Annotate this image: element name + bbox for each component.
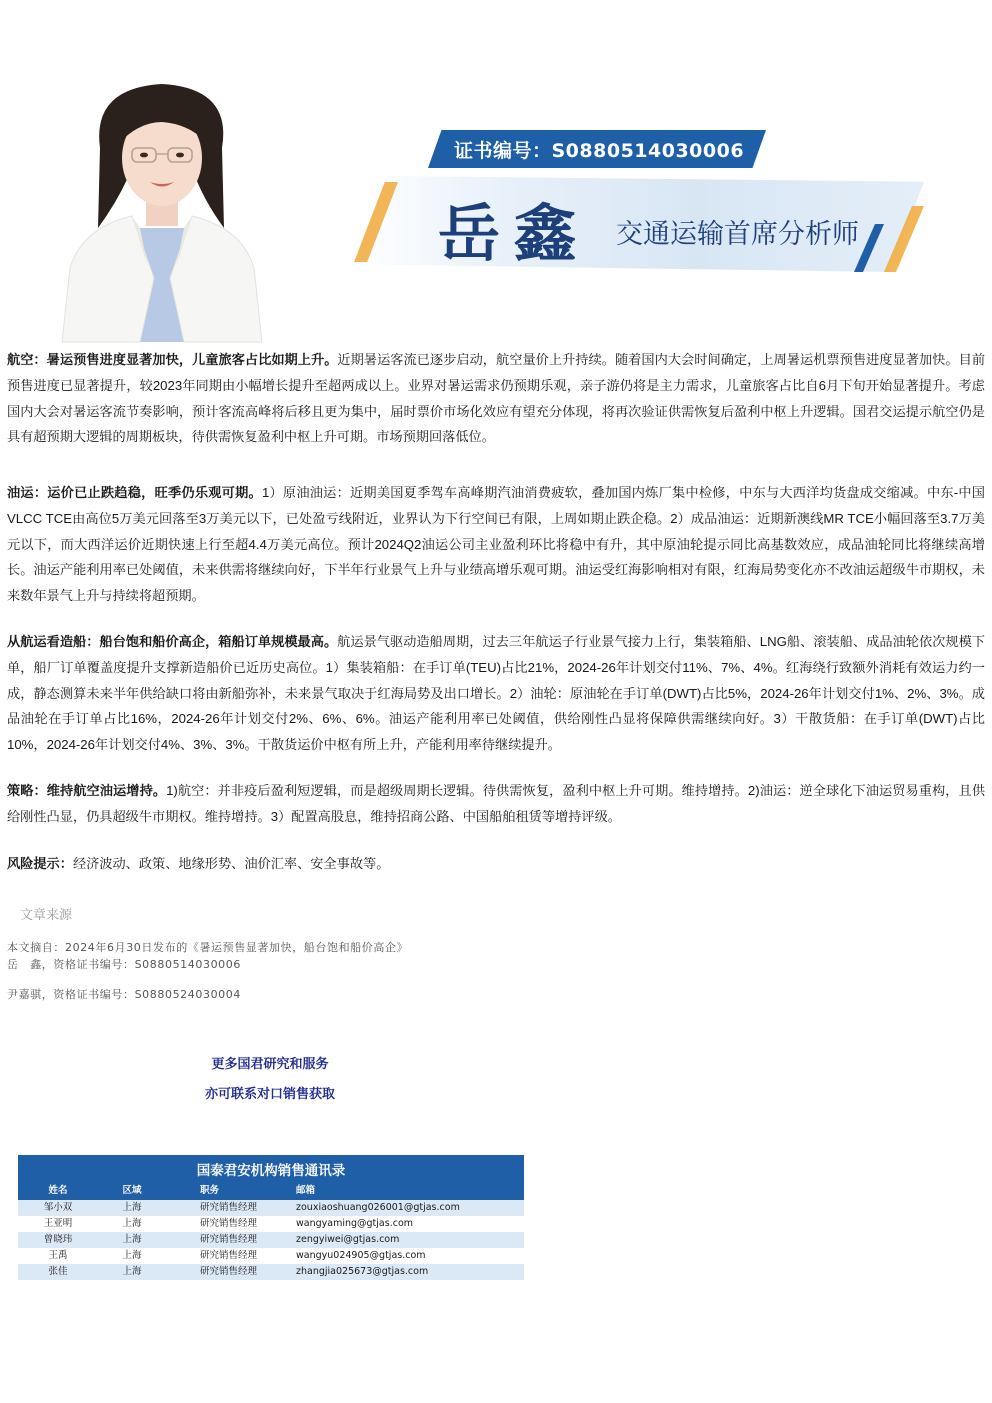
cell-position: 研究销售经理 — [200, 1218, 258, 1229]
cell-position: 研究销售经理 — [200, 1266, 258, 1277]
certificate-number: 证书编号：S0880514030006 — [454, 140, 745, 162]
section-risk — [7, 851, 985, 877]
section-body: 航运景气驱动造船周期，过去三年航运子行业景气接力上行，集装箱船、LNG船、滚装船、成品油轮依次规模下单，船厂订单覆盖度提升支撑新造船价已近历史高位。1）集装箱船：在手订单(TEU)占比21%，2024-26年计划交付11%、7%、4%。红海绕行致额外消耗有效运力约一成，静态测算未来半年供给缺口将由新船弥补，未来景气取决于红海局势及出口增长。2）油轮：原油轮在手订单(DWT)占比5%，2024-26年计划交付1%、2%、3%。成品油轮在手订单占比16%，2024-26年计划交付2%、6%、6%。油运产能利用率已处阈值，供给刚性凸显将保障供需继续向好。3）干散货船：在手订单(DWT)占比10%，2024-26年计划交付4%、3%、3%。干散货运价中枢有所上升，产能利用率待继续提升。 — [7, 634, 985, 753]
table-row — [18, 1248, 524, 1264]
cell-name: 张佳 — [48, 1266, 68, 1277]
cell-email[interactable]: zhangjia025673@gtjas.com — [296, 1266, 429, 1277]
section-strategy — [7, 778, 985, 830]
section-heading: 航空：暑运预售进度显著加快，儿童旅客占比如期上升。 — [7, 352, 338, 367]
analyst-banner — [0, 0, 992, 345]
cell-region: 上海 — [122, 1250, 142, 1261]
column-header-position: 职务 — [200, 1185, 220, 1196]
cell-email[interactable]: wangyu024905@gtjas.com — [296, 1250, 426, 1261]
section-aviation — [7, 347, 985, 450]
cell-email[interactable]: zengyiwei@gtjas.com — [296, 1234, 400, 1245]
cell-region: 上海 — [122, 1202, 142, 1213]
table-row — [18, 1216, 524, 1232]
contact-sales-link[interactable]: 亦可联系对口销售获取 — [204, 1087, 335, 1102]
cell-email[interactable]: zouxiaoshuang026001@gtjas.com — [296, 1202, 460, 1213]
analyst-name-panel — [354, 176, 924, 272]
cell-region: 上海 — [122, 1234, 142, 1245]
analyst-title: 交通运输首席分析师 — [616, 219, 859, 250]
table-row — [18, 1232, 524, 1248]
analyst-portrait — [62, 78, 262, 342]
cell-region: 上海 — [122, 1266, 142, 1277]
source-author-2: 尹嘉骐，资格证书编号：S0880524030004 — [7, 988, 241, 1001]
cell-position: 研究销售经理 — [200, 1250, 258, 1261]
cell-name: 邹小双 — [43, 1202, 73, 1213]
sales-contact-table — [18, 1155, 524, 1277]
section-heading: 从航运看造船：船台饱和船价高企，箱船订单规模最高。 — [7, 634, 338, 649]
table-row — [18, 1264, 524, 1280]
cell-position: 研究销售经理 — [200, 1202, 258, 1213]
certificate-number-bar — [428, 130, 766, 168]
analyst-name: 岳鑫 — [438, 197, 591, 270]
section-heading: 油运：运价已止跌趋稳，旺季仍乐观可期。 — [7, 485, 262, 500]
section-body: 1)航空：并非疫后盈利短逻辑，而是超级周期长逻辑。待供需恢复，盈利中枢上升可期。维持增持。2)油运：逆全球化下油运贸易重构，且供给刚性凸显，仍具超级牛市期权。维持增持。3）配置高股息，维持招商公路、中国船舶租赁等增持评级。 — [7, 783, 986, 824]
section-body: 1）原油油运：近期美国夏季驾车高峰期汽油消费疲软，叠加国内炼厂集中检修，中东与大西洋均货盘成交缩减。中东-中国VLCC TCE由高位5万美元回落至3万美元以下，已处盈亏线附近，业界认为下行空间已有限，上周如期止跌企稳。2）成品油运：近期新澳线MR TCE小幅回落至3.7万美元以下，而大西洋运价近期快速上行至超4.4万美元高位。预计2024Q2油运公司主业盈利环比将稳中有升，其中原油轮提示同比高基数效应，成品油轮同比将继续高增长。油运产能利用率已处阈值，未来供需将继续向好，下半年行业景气上升与业绩高增乐观可期。油运受红海影响相对有限，红海局势变化亦不改油运超级牛市期权，未来数年景气上升与持续将超预期。 — [7, 485, 985, 604]
source-title: 文章来源 — [20, 908, 73, 923]
section-heading: 风险提示： — [7, 856, 73, 871]
section-body: 经济波动、政策、地缘形势、油价汇率、安全事故等。 — [72, 856, 390, 871]
section-heading: 策略：维持航空油运增持。 — [7, 783, 167, 798]
table-body — [18, 1200, 524, 1280]
source-author-1: 岳 鑫，资格证书编号：S0880514030006 — [7, 958, 241, 971]
cell-name: 王亚明 — [43, 1218, 73, 1229]
column-header-name: 姓名 — [48, 1185, 68, 1196]
cell-name: 曾晓玮 — [43, 1234, 73, 1245]
cell-email[interactable]: wangyaming@gtjas.com — [296, 1218, 414, 1229]
column-header-email: 邮箱 — [296, 1185, 316, 1196]
cell-position: 研究销售经理 — [200, 1234, 258, 1245]
table-header — [18, 1155, 524, 1200]
section-shipbuilding — [7, 629, 985, 758]
column-header-region: 区域 — [122, 1185, 142, 1196]
table-column-headers — [18, 1183, 524, 1199]
section-body: 近期暑运客流已逐步启动，航空量价上升持续。随着国内大会时间确定，上周暑运机票预售进度显著加快。目前预售进度已显著提升，较2023年同期由小幅增长提升至超两成以上。业界对暑运需求仍预期乐观，亲子游仍将是主力需求，儿童旅客占比自6月下旬开始显著提升。考虑国内大会对暑运客流节奏影响，预计客流高峰将后移且更为集中，届时票价市场化效应有望充分体现，将再次验证供需恢复后盈利中枢上升逻辑。国君交运提示航空仍是具有超预期大逻辑的周期板块，待供需恢复盈利中枢上升可期。市场预期回落低位。 — [7, 352, 986, 445]
table-title: 国泰君安机构销售通讯录 — [196, 1163, 346, 1179]
cell-name: 王禹 — [48, 1250, 68, 1261]
section-oil-shipping — [7, 480, 985, 609]
table-row — [18, 1200, 524, 1216]
cell-region: 上海 — [122, 1218, 142, 1229]
source-excerpt: 本文摘自：2024年6月30日发布的《暑运预售显著加快，船台饱和船价高企》 — [7, 941, 409, 954]
more-research-link[interactable]: 更多国君研究和服务 — [211, 1057, 329, 1072]
